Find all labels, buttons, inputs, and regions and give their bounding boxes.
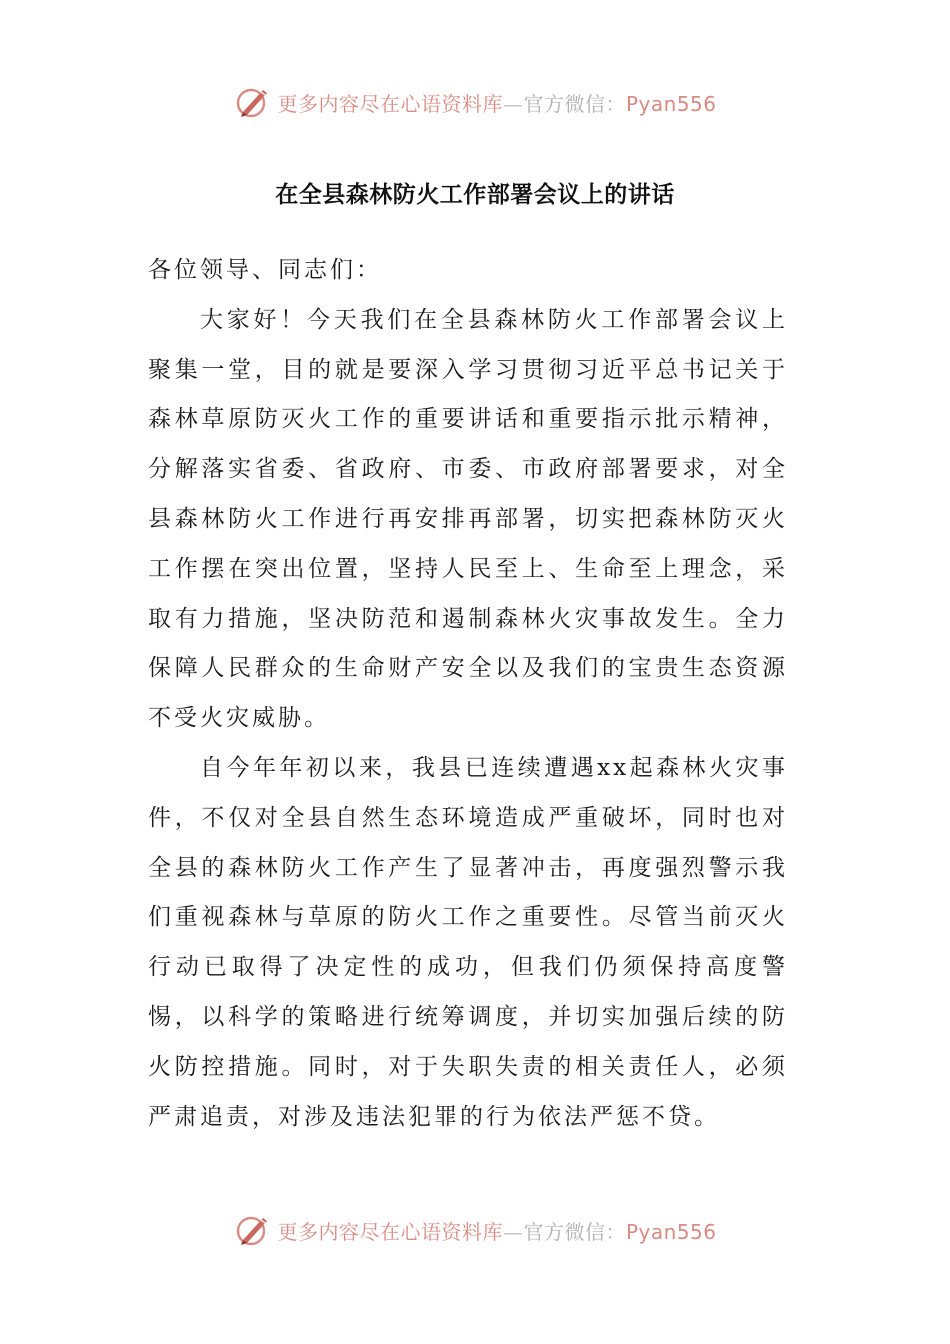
watermark-main: 更多内容尽在心语资料库 xyxy=(277,1219,503,1244)
watermark-wechat-id: Pyan556 xyxy=(625,1219,717,1244)
watermark-separator: — xyxy=(502,1219,524,1244)
paragraph-1: 大家好！今天我们在全县森林防火工作部署会议上聚集一堂，目的就是要深入学习贯彻习近平总书记关于森林草原防灭火工作的重要讲话和重要指示批示精神，分解落实省委、省政府、市委、市政府部署要求，对全县森林防火工作进行再安排再部署，切实把森林防灭火工作摆在突出位置，坚持人民至上、生命至上理念，采取有力措施，坚决防范和遏制森林火灾事故发生。全力保障人民群众的生命财产安全以及我们的宝贵生态资源不受火灾威胁。 xyxy=(148,306,788,732)
footer-watermark xyxy=(0,1210,950,1250)
watermark-wechat-id: Pyan556 xyxy=(625,91,717,116)
salutation: 各位领导、同志们： xyxy=(148,257,382,283)
document-body xyxy=(148,246,788,1142)
paragraph-2: 自今年年初以来，我县已连续遭遇xx起森林火灾事件，不仅对全县自然生态环境造成严重破坏，同时也对全县的森林防火工作产生了显著冲击，再度强烈警示我们重视森林与草原的防火工作之重要性。尽管当前灭火行动已取得了决定性的成功，但我们仍须保持高度警惕，以科学的策略进行统筹调度，并切实加强后续的防火防控措施。同时，对于失职失责的相关责任人，必须严肃追责，对涉及违法犯罪的行为依法严惩不贷。 xyxy=(148,754,788,1130)
header-watermark xyxy=(0,82,950,122)
watermark-text xyxy=(277,88,716,117)
watermark-text xyxy=(277,1216,716,1245)
watermark-wechat-label: 官方微信： xyxy=(523,91,626,116)
watermark-main: 更多内容尽在心语资料库 xyxy=(277,91,503,116)
watermark-wechat-label: 官方微信： xyxy=(523,1219,626,1244)
pen-in-circle-logo-icon xyxy=(233,1210,273,1250)
pen-in-circle-logo-icon xyxy=(233,82,273,122)
document-title: 在全县森林防火工作部署会议上的讲话 xyxy=(275,182,675,208)
watermark-separator: — xyxy=(502,91,524,116)
